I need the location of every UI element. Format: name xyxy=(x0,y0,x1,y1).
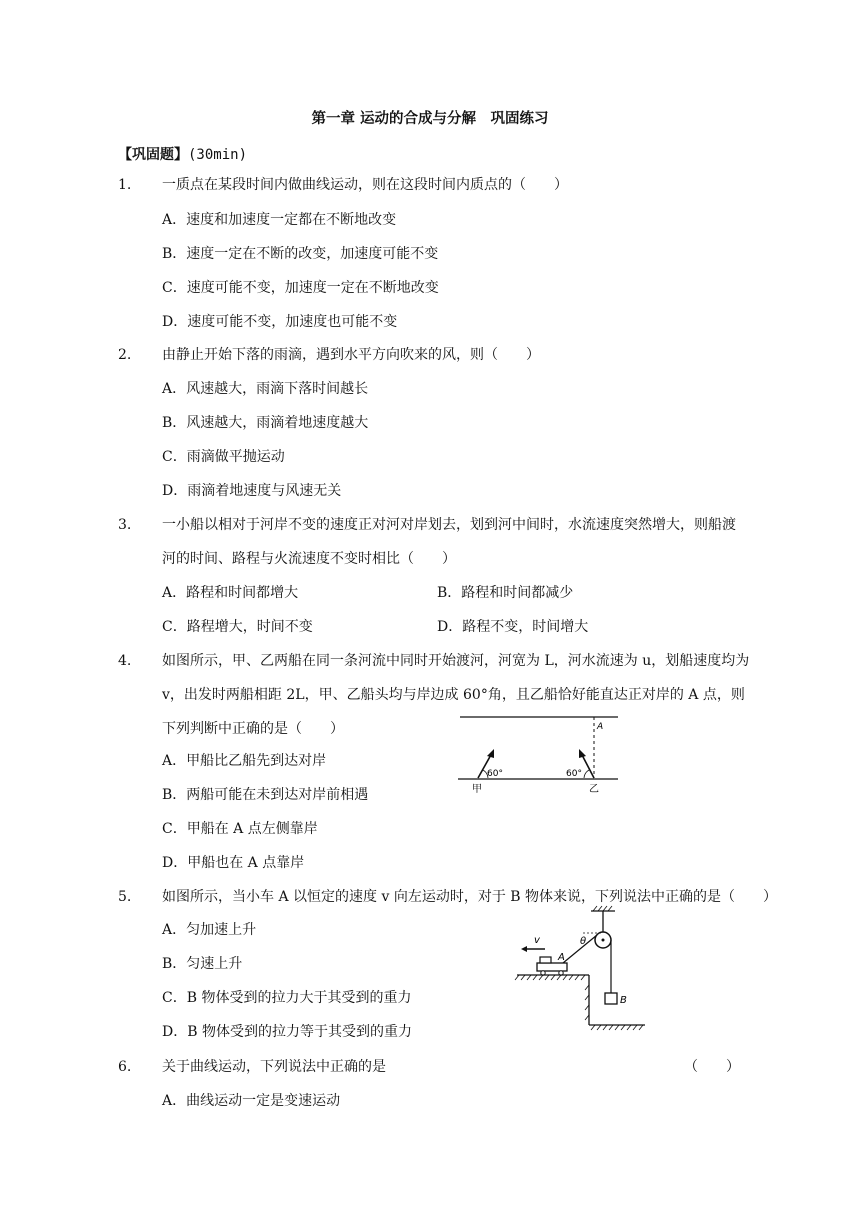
page-title: 第一章 运动的合成与分解 巩固练习 xyxy=(311,110,549,127)
question-4-stem-line-1: 如图所示，甲、乙两船在同一条河流中同时开始渡河，河宽为 L，河水流速为 u，划船速度均为 xyxy=(162,653,750,669)
section-label: 【巩固题】 xyxy=(118,147,188,163)
question-4-stem-line-3: 下列判断中正确的是（ ） xyxy=(162,721,344,737)
block-b-label: B xyxy=(620,995,627,1006)
ceiling-hatch xyxy=(593,906,612,911)
question-1-option-d: D．速度可能不变，加速度也可能不变 xyxy=(162,314,398,330)
point-a-label: A xyxy=(597,722,604,732)
question-1-option-b: B．速度一定在不断的改变，加速度可能不变 xyxy=(162,246,439,262)
question-6-option-a: A．曲线运动一定是变速运动 xyxy=(162,1093,341,1109)
section-header xyxy=(118,145,247,165)
question-3-option-a: A．路程和时间都增大 xyxy=(162,585,299,601)
question-5-option-d: D．B 物体受到的拉力等于其受到的重力 xyxy=(162,1024,412,1040)
cart-a-label: A xyxy=(558,952,565,963)
question-2-stem: 由静止开始下落的雨滴，遇到水平方向吹来的风，则（ ） xyxy=(162,347,540,363)
question-5-stem: 如图所示，当小车 A 以恒定的速度 v 向左运动时，对于 B 物体来说，下列说法中正确的是（ ） xyxy=(162,889,778,905)
boat2-label: 乙 xyxy=(589,784,599,795)
question-2-option-d: D．雨滴着地速度与风速无关 xyxy=(162,483,342,499)
question-3-option-b: B．路程和时间都减少 xyxy=(437,585,574,601)
section-time: (30min) xyxy=(188,147,248,163)
boat2-angle-arc xyxy=(584,770,589,778)
question-4-option-d: D．甲船也在 A 点靠岸 xyxy=(162,855,305,871)
question-3-stem-line-2: 河的时间、路程与火流速度不变时相比（ ） xyxy=(162,551,456,567)
question-1-number: 1. xyxy=(118,177,132,193)
theta-label: θ xyxy=(580,936,587,947)
question-2-option-b: B．风速越大，雨滴着地速度越大 xyxy=(162,415,369,431)
question-4-option-b: B．两船可能在未到达对岸前相遇 xyxy=(162,787,369,803)
boat1-label: 甲 xyxy=(472,784,482,795)
question-5-option-b: B．匀速上升 xyxy=(162,956,243,972)
cart-a-body xyxy=(537,963,567,971)
boat1-arrowhead xyxy=(487,749,494,758)
question-4-option-c: C．甲船在 A 点左侧靠岸 xyxy=(162,821,318,837)
question-6-stem: 关于曲线运动，下列说法中正确的是 xyxy=(162,1059,386,1075)
question-2-option-a: A．风速越大，雨滴下落时间越长 xyxy=(162,381,369,397)
question-1-option-a: A．速度和加速度一定都在不断地改变 xyxy=(162,212,397,228)
cart-a-cab xyxy=(540,957,551,963)
question-3-number: 3. xyxy=(118,517,132,533)
boat2-arrowhead xyxy=(579,749,586,758)
question-6-answer-paren: （ ） xyxy=(684,1059,740,1075)
block-b xyxy=(605,993,617,1004)
question-4-number: 4. xyxy=(118,653,132,669)
velocity-label: v xyxy=(534,935,540,946)
river-crossing-figure xyxy=(458,710,658,800)
boat2-angle-label: 60° xyxy=(566,769,582,779)
question-5-option-a: A．匀加速上升 xyxy=(162,922,257,938)
pulley-cart-figure xyxy=(515,905,665,1045)
question-6-number: 6. xyxy=(118,1059,132,1075)
question-5-number: 5. xyxy=(118,889,132,905)
question-4-stem-line-2: v，出发时两船相距 2L，甲、乙船头均与岸边成 60°角，且乙船恰好能直达正对岸的 A 点，则 xyxy=(162,687,745,703)
boat1-angle-label: 60° xyxy=(487,769,503,779)
question-1-option-c: C．速度可能不变，加速度一定在不断地改变 xyxy=(162,280,439,296)
question-3-option-d: D．路程不变，时间增大 xyxy=(437,619,589,635)
question-1-stem: 一质点在某段时间内做曲线运动，则在这段时间内质点的（ ） xyxy=(162,177,568,193)
velocity-arrowhead xyxy=(521,946,527,952)
question-4-option-a: A．甲船比乙船先到达对岸 xyxy=(162,753,327,769)
question-3-stem-line-1: 一小船以相对于河岸不变的速度正对河对岸划去，划到河中间时，水流速度突然增大，则船渡 xyxy=(162,517,736,533)
question-5-option-c: C．B 物体受到的拉力大于其受到的重力 xyxy=(162,990,412,1006)
pulley-axle xyxy=(602,939,605,942)
question-2-option-c: C．雨滴做平抛运动 xyxy=(162,449,285,465)
question-2-number: 2. xyxy=(118,347,132,363)
question-3-option-c: C．路程增大，时间不变 xyxy=(162,619,313,635)
